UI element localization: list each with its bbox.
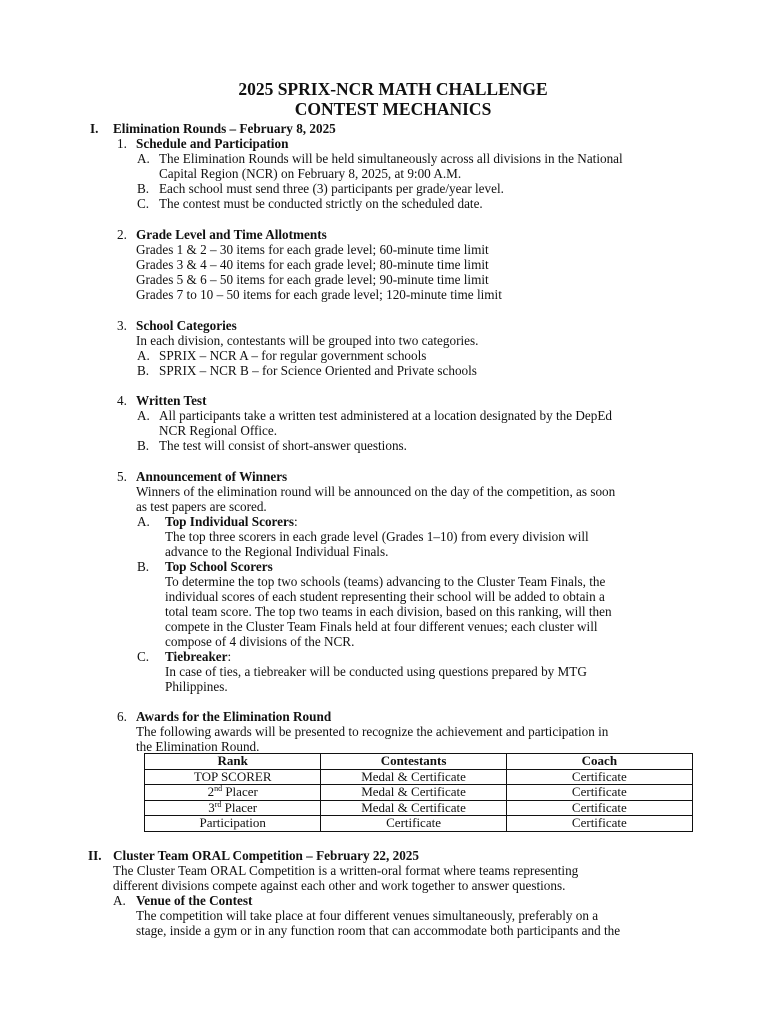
item5-b-line: compete in the Cluster Team Finals held at four different venues; each cluster will — [165, 619, 598, 634]
contestants-cell: Medal & Certificate — [321, 800, 506, 816]
item5-b-heading: Top School Scorers — [165, 559, 273, 574]
rank-suffix: Placer — [221, 799, 258, 815]
item5-a-heading-line — [165, 514, 298, 529]
table-header-row — [145, 754, 693, 770]
item5-a-line1: The top three scorers in each grade level (Grades 1–10) from every division will — [165, 529, 589, 544]
item4-a-marker: A. — [137, 408, 150, 423]
item5-c-line2: Philippines. — [165, 679, 228, 694]
section1-heading: Elimination Rounds – February 8, 2025 — [113, 121, 336, 136]
contestants-cell: Medal & Certificate — [321, 785, 506, 801]
section2-a-heading: Venue of the Contest — [136, 893, 253, 908]
coach-cell: Certificate — [506, 785, 692, 801]
item3-b-text: SPRIX – NCR B – for Science Oriented and Private schools — [159, 363, 477, 378]
item5-a-line2: advance to the Regional Individual Finals. — [165, 544, 389, 559]
item3-heading: School Categories — [136, 318, 237, 333]
item5-b-marker: B. — [137, 559, 150, 574]
grade-allotment-line: Grades 7 to 10 – 50 items for each grade level; 120-minute time limit — [136, 287, 502, 302]
section2-a-line2: stage, inside a gym or in any function room that can accommodate both participants and the — [136, 923, 621, 938]
rank-text: 2 — [207, 784, 215, 800]
item5-b-line: compose of 4 divisions of the NCR. — [165, 634, 355, 649]
contestants-cell: Certificate — [321, 816, 506, 832]
item4-a-line2: NCR Regional Office. — [159, 423, 278, 438]
item5-heading: Announcement of Winners — [136, 469, 288, 484]
rank-ordinal-suffix: nd — [214, 784, 223, 794]
section2-intro-line2: different divisions compete against each other and work together to answer questions. — [113, 878, 566, 893]
item1-a-line2: Capital Region (NCR) on February 8, 2025, at 9:00 A.M. — [159, 166, 462, 181]
grade-allotment-line: Grades 3 & 4 – 40 items for each grade level; 80-minute time limit — [136, 257, 489, 272]
item1-a-marker: A. — [137, 151, 150, 166]
item5-c-suffix: : — [227, 649, 232, 664]
item6-heading: Awards for the Elimination Round — [136, 709, 332, 724]
rank-ordinal-suffix: rd — [214, 799, 222, 809]
item3-b-marker: B. — [137, 363, 150, 378]
item4-b-text: The test will consist of short-answer questions. — [159, 438, 407, 453]
awards-table — [144, 753, 693, 832]
coach-cell: Certificate — [506, 800, 692, 816]
item5-intro-line2: as test papers are scored. — [136, 499, 267, 514]
item5-b-line: To determine the top two schools (teams) advancing to the Cluster Team Finals, the — [165, 574, 606, 589]
item5-a-suffix: : — [294, 514, 298, 529]
item5-number: 5. — [117, 469, 127, 484]
contestants-cell: Medal & Certificate — [321, 769, 506, 785]
item5-intro-line1: Winners of the elimination round will be announced on the day of the competition, as soon — [136, 484, 616, 499]
item5-c-heading: Tiebreaker — [165, 649, 228, 664]
rank-cell — [145, 800, 321, 816]
section2-a-line1: The competition will take place at four different venues simultaneously, preferably on a — [136, 908, 599, 923]
table-row — [145, 785, 693, 801]
item6-intro-line2: the Elimination Round. — [136, 739, 260, 754]
table-header-rank: Rank — [145, 754, 321, 770]
item2-heading: Grade Level and Time Allotments — [136, 227, 327, 242]
item1-a-line1: The Elimination Rounds will be held simultaneously across all divisions in the National — [159, 151, 623, 166]
item4-b-marker: B. — [137, 438, 150, 453]
document-subtitle: CONTEST MECHANICS — [294, 99, 492, 119]
item5-a-heading: Top Individual Scorers — [165, 514, 294, 529]
item6-intro-line1: The following awards will be presented to recognize the achievement and participation in — [136, 724, 609, 739]
item1-c-text: The contest must be conducted strictly on the scheduled date. — [159, 196, 483, 211]
item3-a-marker: A. — [137, 348, 150, 363]
item3-number: 3. — [117, 318, 127, 333]
rank-text: TOP SCORER — [193, 768, 272, 784]
item1-b-text: Each school must send three (3) participants per grade/year level. — [159, 181, 504, 196]
item1-number: 1. — [117, 136, 127, 151]
grade-allotment-line: Grades 1 & 2 – 30 items for each grade level; 60-minute time limit — [136, 242, 489, 257]
section1-number: I. — [90, 121, 99, 136]
item4-number: 4. — [117, 393, 127, 408]
rank-text: 3 — [208, 799, 215, 815]
item1-c-marker: C. — [137, 196, 150, 211]
table-row — [145, 816, 693, 832]
item5-a-marker: A. — [137, 514, 150, 529]
table-header-contestants: Contestants — [321, 754, 506, 770]
item5-c-heading-line — [165, 649, 231, 664]
item2-number: 2. — [117, 227, 127, 242]
item4-a-line1: All participants take a written test administered at a location designated by the DepEd — [159, 408, 612, 423]
item1-heading: Schedule and Participation — [136, 136, 289, 151]
document-title: 2025 SPRIX-NCR MATH CHALLENGE — [238, 79, 548, 99]
section2-intro-line1: The Cluster Team ORAL Competition is a written-oral format where teams representing — [113, 863, 579, 878]
section2-a-marker: A. — [113, 893, 126, 908]
item5-c-marker: C. — [137, 649, 150, 664]
rank-cell — [145, 785, 321, 801]
table-header-coach: Coach — [506, 754, 692, 770]
section2-heading: Cluster Team ORAL Competition – February 22, 2025 — [113, 848, 419, 863]
rank-text: Participation — [199, 815, 266, 831]
table-row — [145, 800, 693, 816]
rank-suffix: Placer — [222, 784, 258, 800]
grade-allotment-line: Grades 5 & 6 – 50 items for each grade level; 90-minute time limit — [136, 272, 489, 287]
item1-b-marker: B. — [137, 181, 150, 196]
rank-cell — [145, 769, 321, 785]
rank-cell — [145, 816, 321, 832]
item5-b-line: total team score. The top two teams in each division, based on this ranking, will then — [165, 604, 612, 619]
item5-b-line: individual scores of each student representing their school will be added to obtain a — [165, 589, 605, 604]
coach-cell: Certificate — [506, 769, 692, 785]
item5-c-line1: In case of ties, a tiebreaker will be conducted using questions prepared by MTG — [165, 664, 587, 679]
coach-cell: Certificate — [506, 816, 692, 832]
item4-heading: Written Test — [136, 393, 207, 408]
item3-intro: In each division, contestants will be grouped into two categories. — [136, 333, 479, 348]
item6-number: 6. — [117, 709, 127, 724]
section2-number: II. — [88, 848, 102, 863]
item3-a-text: SPRIX – NCR A – for regular government schools — [159, 348, 427, 363]
table-row — [145, 769, 693, 785]
